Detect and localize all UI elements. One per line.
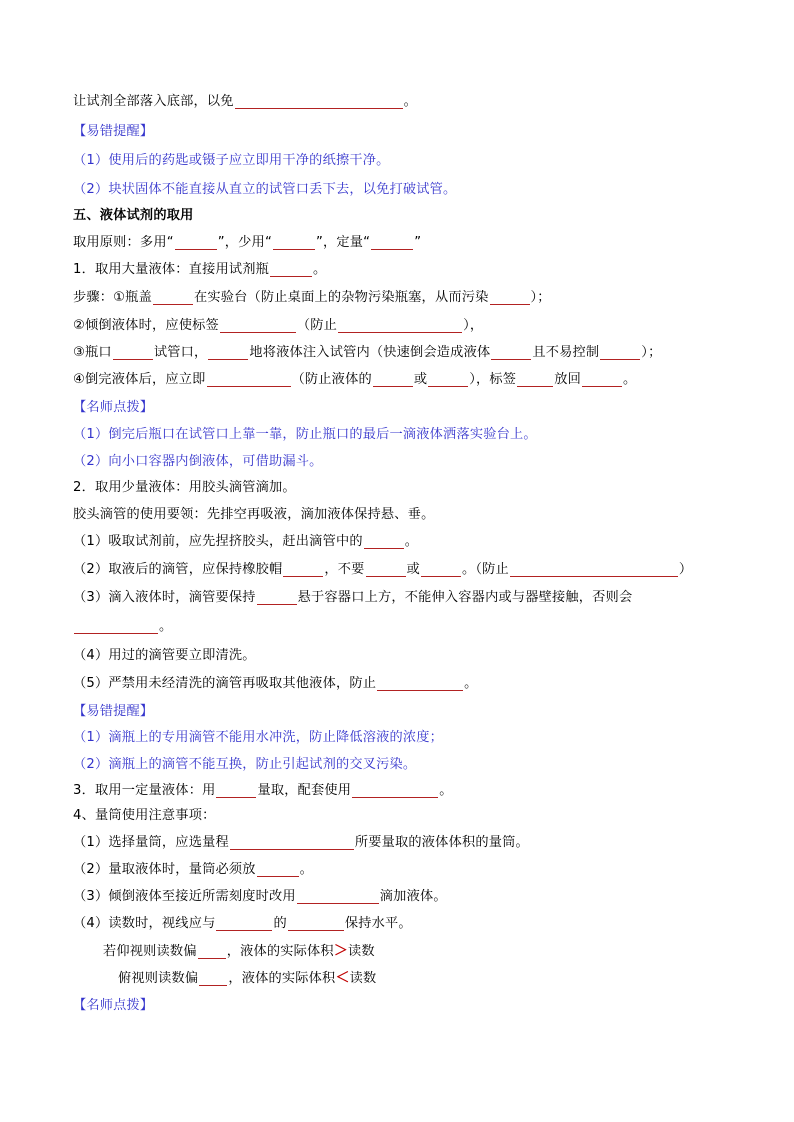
answer-blank[interactable] (582, 372, 622, 387)
answer-blank[interactable] (235, 94, 403, 109)
answer-blank[interactable] (600, 345, 640, 360)
tip-heading: 【易错提醒】 (73, 704, 154, 719)
answer-blank[interactable] (208, 345, 248, 360)
text-line: （4）用过的滴管要立即清洗。 (73, 648, 256, 663)
note-line: （1）倒完后瓶口在试管口上靠一靠，防止瓶口的最后一滴液体洒落实验台上。 (73, 427, 537, 442)
text-line: 。 (73, 617, 794, 637)
text-line: ③瓶口 试管口， 地将液体注入试管内（快速倒会造成液体 且不易控制 ）； (73, 345, 662, 360)
text-line: 胶头滴管的使用要领：先排空再吸液，滴加液体保持悬、垂。 (73, 507, 435, 522)
answer-blank[interactable] (428, 372, 468, 387)
note-line: （1）使用后的药匙或镊子应立即用干净的纸擦干净。 (73, 153, 390, 168)
text-line: 1．取用大量液体：直接用试剂瓶 。 (73, 262, 327, 277)
answer-blank[interactable] (371, 235, 413, 250)
answer-blank[interactable] (364, 534, 404, 549)
text-line: 3．取用一定量液体：用 量取，配套使用 。 (73, 783, 453, 798)
answer-blank[interactable] (230, 835, 354, 850)
answer-blank[interactable] (199, 971, 227, 986)
answer-blank[interactable] (216, 916, 272, 931)
text-line: （4）读数时，视线应与 的 保持水平。 (73, 916, 412, 931)
text-line: 若仰视则读数偏 ，液体的实际体积＞读数 (103, 943, 375, 959)
answer-blank[interactable] (113, 345, 153, 360)
answer-blank[interactable] (216, 783, 256, 798)
answer-blank[interactable] (490, 290, 530, 305)
text-line: （3）倾倒液体至接近所需刻度时改用 滴加液体。 (73, 889, 447, 904)
text-line: （2）量取液体时，量筒必须放 。 (73, 862, 314, 877)
answer-blank[interactable] (220, 318, 296, 333)
text-line: 让试剂全部落入底部，以免 。 (73, 94, 418, 109)
answer-blank[interactable] (288, 916, 344, 931)
answer-blank[interactable] (273, 235, 315, 250)
text-line: （2）取液后的滴管，应保持橡胶帽 ，不要 或 。（防止 ） (73, 562, 693, 577)
text-line: （5）严禁用未经清洗的滴管再吸取其他液体，防止 。 (73, 676, 478, 691)
less-than-symbol: ＜ (335, 970, 350, 986)
text-line: 取用原则：多用“ ”，少用“ ”，定量“ ” (73, 235, 422, 250)
tip-heading: 【易错提醒】 (73, 124, 154, 139)
answer-blank[interactable] (510, 562, 678, 577)
answer-blank[interactable] (257, 590, 297, 605)
note-line: （2）滴瓶上的滴管不能互换，防止引起试剂的交叉污染。 (73, 757, 417, 772)
note-line: （1）滴瓶上的专用滴管不能用水冲洗，防止降低溶液的浓度； (73, 730, 444, 745)
text-line: 俯视则读数偏 ，液体的实际体积＜读数 (118, 970, 377, 986)
answer-blank[interactable] (198, 944, 226, 959)
text-line: 步骤：①瓶盖 在实验台（防止桌面上的杂物污染瓶塞，从而污染 ）； (73, 290, 551, 305)
text-line: （1）吸取试剂前，应先捏挤胶头，赶出滴管中的 。 (73, 534, 419, 549)
text-line: （1）选择量筒，应选量程 所要量取的液体体积的量筒。 (73, 835, 529, 850)
answer-blank[interactable] (517, 372, 553, 387)
answer-blank[interactable] (421, 562, 461, 577)
tip-heading: 【名师点拨】 (73, 400, 154, 415)
text-line: ④倒完液体后，应立即 （防止液体的 或 ），标签 放回 。 (73, 372, 637, 387)
answer-blank[interactable] (373, 372, 413, 387)
answer-blank[interactable] (153, 290, 193, 305)
note-line: （2）块状固体不能直接从直立的试管口丢下去，以免打破试管。 (73, 182, 457, 197)
answer-blank[interactable] (297, 889, 379, 904)
answer-blank[interactable] (270, 262, 312, 277)
answer-blank[interactable] (175, 235, 217, 250)
answer-blank[interactable] (257, 862, 299, 877)
greater-than-symbol: ＞ (333, 943, 349, 959)
answer-blank[interactable] (338, 318, 462, 333)
answer-blank[interactable] (377, 676, 463, 691)
answer-blank[interactable] (283, 562, 323, 577)
text-line: 4、量筒使用注意事项： (73, 808, 216, 823)
text-line: 2．取用少量液体：用胶头滴管滴加。 (73, 480, 296, 495)
answer-blank[interactable] (491, 345, 531, 360)
text-line: ②倾倒液体时，应使标签 （防止 ）， (73, 318, 484, 333)
answer-blank[interactable] (366, 562, 406, 577)
tip-heading: 【名师点拨】 (73, 998, 154, 1013)
section-heading: 五、液体试剂的取用 (73, 208, 194, 223)
note-line: （2）向小口容器内倒液体，可借助漏斗。 (73, 454, 323, 469)
answer-blank[interactable] (352, 783, 438, 798)
text-line: （3）滴入液体时，滴管要保持 悬于容器口上方，不能伸入容器内或与器壁接触，否则会 (73, 590, 633, 605)
answer-blank[interactable] (207, 372, 291, 387)
answer-blank[interactable] (74, 619, 158, 634)
